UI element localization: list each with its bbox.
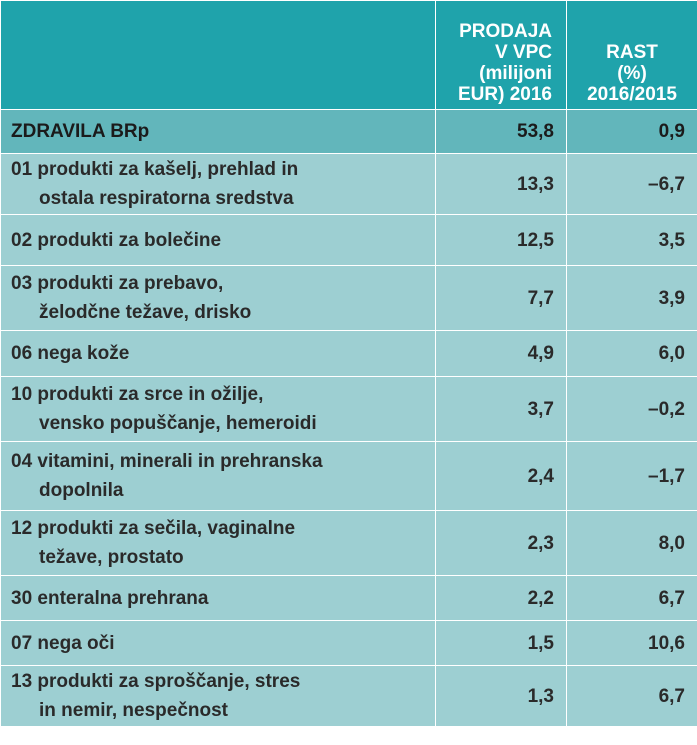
row-label: 03 produkti za prebavo, želodčne težave, drisko	[1, 266, 436, 331]
row-growth: 6,7	[567, 576, 697, 621]
table-header-row	[1, 1, 697, 110]
row-sales: 4,9	[436, 331, 567, 377]
row-growth: 6,7	[567, 666, 697, 727]
header-growth: RAST (%) 2016/2015	[567, 1, 697, 110]
table-row	[1, 621, 697, 666]
row-growth: 8,0	[567, 511, 697, 576]
table-row	[1, 215, 697, 266]
row-sales: 7,7	[436, 266, 567, 331]
total-growth: 0,9	[567, 110, 697, 154]
row-growth: –0,2	[567, 377, 697, 442]
header-sales: PRODAJA V VPC (milijoni EUR) 2016	[436, 1, 567, 110]
table-row	[1, 377, 697, 442]
table-row	[1, 331, 697, 377]
row-growth: 3,9	[567, 266, 697, 331]
total-label: ZDRAVILA BRp	[1, 110, 436, 154]
row-sales: 1,5	[436, 621, 567, 666]
row-growth: –1,7	[567, 442, 697, 511]
row-label: 01 produkti za kašelj, prehlad in ostala respiratorna sredstva	[1, 154, 436, 215]
row-sales: 3,7	[436, 377, 567, 442]
row-label: 30 enteralna prehrana	[1, 576, 436, 621]
row-label: 10 produkti za srce in ožilje, vensko popuščanje, hemeroidi	[1, 377, 436, 442]
row-label: 06 nega kože	[1, 331, 436, 377]
header-blank	[1, 1, 436, 110]
row-growth: 6,0	[567, 331, 697, 377]
row-sales: 1,3	[436, 666, 567, 727]
row-growth: 3,5	[567, 215, 697, 266]
row-label: 02 produkti za bolečine	[1, 215, 436, 266]
table-row	[1, 266, 697, 331]
row-sales: 12,5	[436, 215, 567, 266]
row-sales: 13,3	[436, 154, 567, 215]
table-row	[1, 154, 697, 215]
table-row	[1, 442, 697, 511]
row-label: 12 produkti za sečila, vaginalne težave, prostato	[1, 511, 436, 576]
total-sales: 53,8	[436, 110, 567, 154]
row-sales: 2,4	[436, 442, 567, 511]
row-sales: 2,3	[436, 511, 567, 576]
row-label: 07 nega oči	[1, 621, 436, 666]
row-label: 04 vitamini, minerali in prehranska dopolnila	[1, 442, 436, 511]
row-label: 13 produkti za sproščanje, stres in nemir, nespečnost	[1, 666, 436, 727]
total-row	[1, 110, 697, 154]
row-growth: –6,7	[567, 154, 697, 215]
row-growth: 10,6	[567, 621, 697, 666]
row-sales: 2,2	[436, 576, 567, 621]
table-row	[1, 576, 697, 621]
table-row	[1, 511, 697, 576]
table-row	[1, 666, 697, 727]
